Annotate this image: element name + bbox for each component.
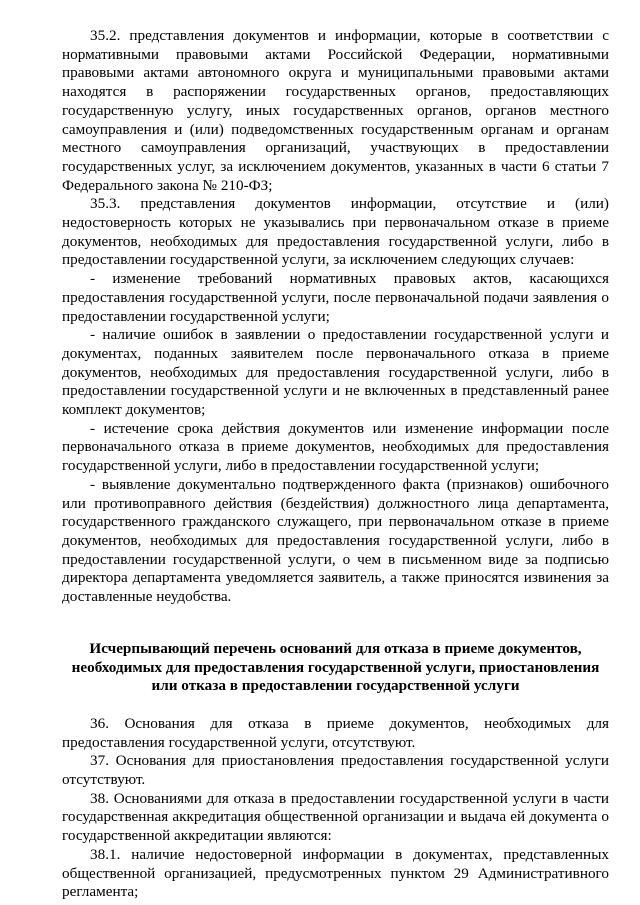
list-item-requirements-change: - изменение требований нормативных правовых актов, касающихся предоставления государственной услуги, после первоначальной подачи заявления о предоставлении государственной услуги; bbox=[62, 270, 609, 325]
heading-line: Исчерпывающий перечень оснований для отказа в приеме документов, bbox=[89, 639, 582, 657]
list-item-document-expiry: - истечение срока действия документов или изменение информации после первоначального отказа в приеме документов, необходимых для предоставления государственной услуги, либо в предоставлении государственной услуги; bbox=[62, 419, 609, 475]
heading-line: необходимых для предоставления государственной услуги, приостановления bbox=[71, 658, 600, 676]
section-heading bbox=[62, 640, 609, 696]
list-item-errors-in-application: - наличие ошибок в заявлении о предоставлении государственной услуги и документах, поданных заявителем после первоначального отказа в приеме документов, необходимых для предоставления государственной услуги, либо в предоставлении государственной услуги и не включенных в представленный ранее комплект документов; bbox=[62, 326, 609, 419]
heading-line: или отказа в предоставлении государственной услуги bbox=[151, 677, 520, 695]
paragraph-36: 36. Основания для отказа в приеме документов, необходимых для предоставления государственной услуги, отсутствуют. bbox=[62, 714, 609, 751]
bottom-section bbox=[62, 715, 609, 902]
top-section bbox=[62, 27, 609, 607]
paragraph-38: 38. Основаниями для отказа в предоставлении государственной услуги в части государственная аккредитация общественной организации и выдача ей документа о государственной аккредитации являются: bbox=[62, 789, 609, 845]
paragraph-38-1: 38.1. наличие недостоверной информации в документах, представленных общественной организацией, предусмотренных пунктом 29 Административного регламента; bbox=[62, 845, 609, 901]
paragraph-35-2: 35.2. представления документов и информации, которые в соответствии с нормативными правовыми актами Российской Федерации, нормативными правовыми актами автономного округа и муниципальными правовыми актами находятся в распоряжении государственных органов, предоставляющих государственную услугу, иных государственных органов, органов местного самоуправления и (или) подведомственных государственным органам и органам местного самоуправления организаций, участвующих в предоставлении государственных услуг, за исключением документов, указанных в части 6 статьи 7 Федерального закона № 210-ФЗ; bbox=[62, 27, 609, 194]
list-item-official-misconduct: - выявление документально подтвержденного факта (признаков) ошибочного или противоправного действия (бездействия) должностного лица департамента, государственного гражданского служащего, при первоначальном отказе в приеме документов, необходимых для предоставления государственной услуги, либо в предоставлении государственной услуги, о чем в письменном виде за подписью директора департамента уведомляется заявитель, а также приносятся извинения за доставленные неудобства. bbox=[62, 475, 609, 606]
paragraph-35-3: 35.3. представления документов информации, отсутствие и (или) недостоверность которых не указывались при первоначальном отказе в приеме документов, необходимых для предоставления государственной услуги, либо в предоставлении государственной услуги, за исключением следующих случаев: bbox=[62, 195, 609, 269]
paragraph-37: 37. Основания для приостановления предоставления государственной услуги отсутствуют. bbox=[62, 752, 609, 789]
